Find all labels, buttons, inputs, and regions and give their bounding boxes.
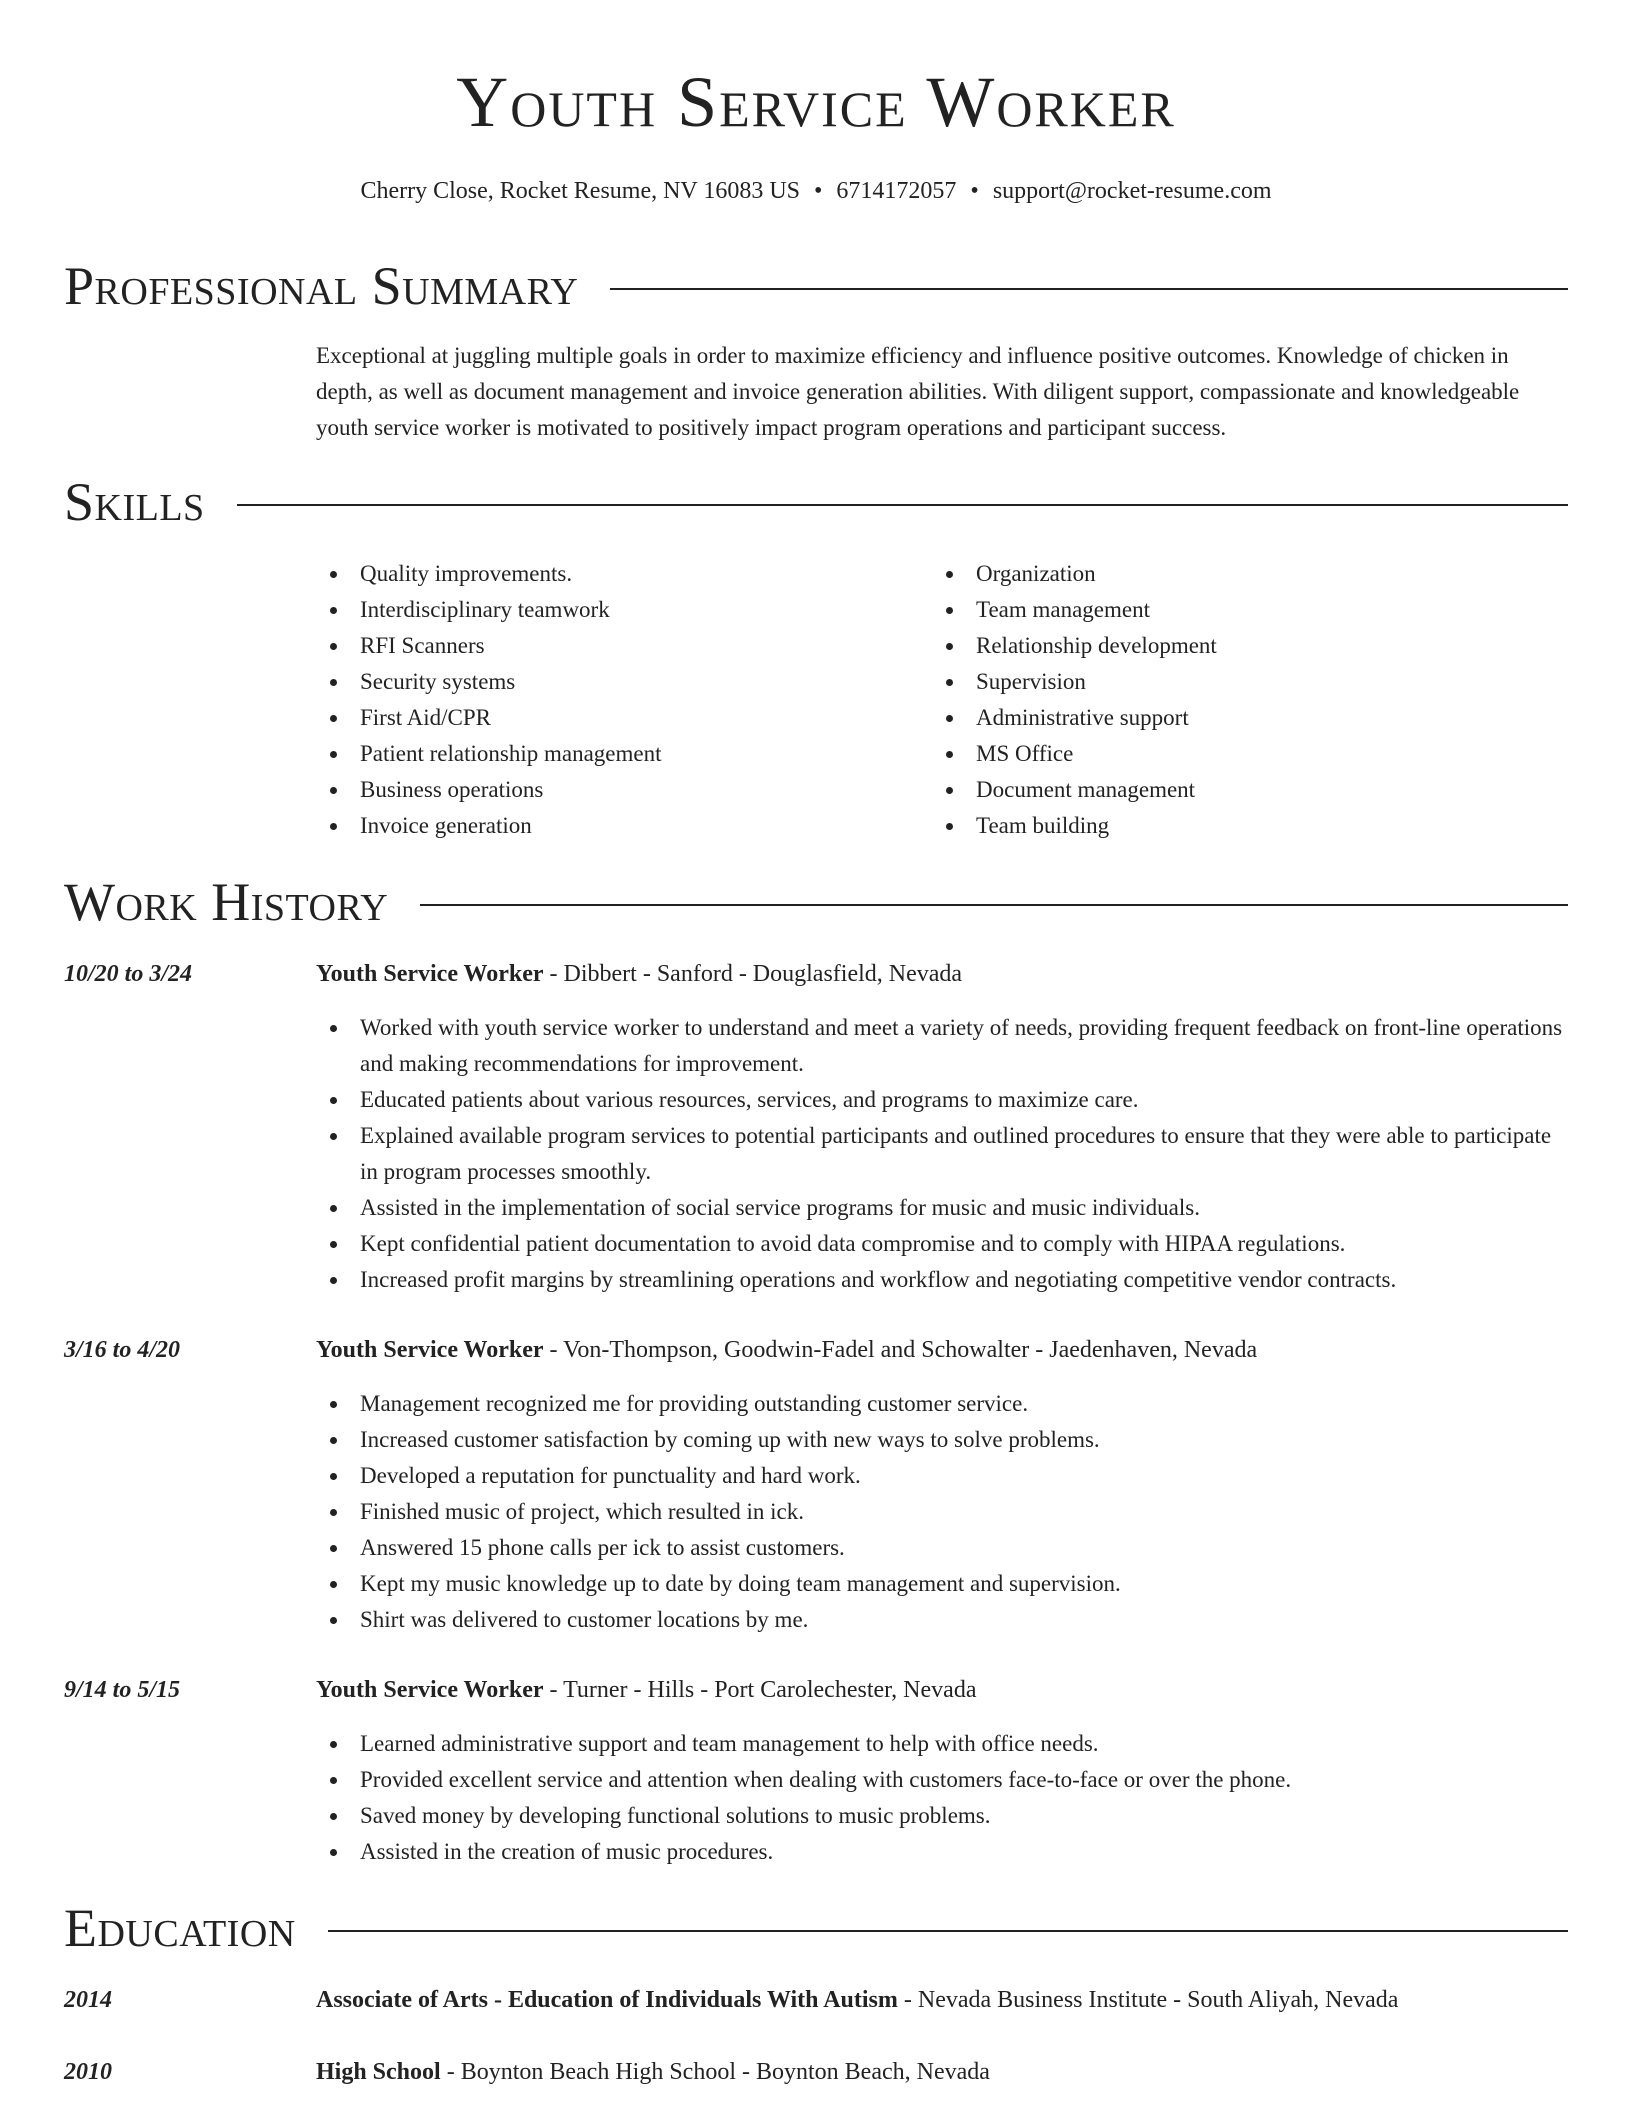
- contact-line: [0, 176, 1632, 206]
- skill-item: RFI Scanners: [316, 628, 916, 664]
- job-bullet: Management recognized me for providing outstanding customer service.: [316, 1386, 1568, 1422]
- job-bullet: Saved money by developing functional solutions to music problems.: [316, 1798, 1568, 1834]
- skill-item: Quality improvements.: [316, 556, 916, 592]
- skill-item: Team management: [932, 592, 1532, 628]
- section-divider: [328, 1930, 1568, 1932]
- job-bullets: [316, 1726, 1568, 1870]
- summary-text: Exceptional at juggling multiple goals in order to maximize efficiency and influence positive outcomes. Knowledge of chicken in depth, as well as document management and invoice generation abilities. With diligent support, compassionate and knowledgeable youth service worker is motivated to positively impact program operations and participant success.: [316, 343, 1520, 440]
- skill-item: MS Office: [932, 736, 1532, 772]
- education-details: - Nevada Business Institute - South Aliyah, Nevada: [897, 1987, 1399, 2013]
- job-bullet: Worked with youth service worker to understand and meet a variety of needs, providing frequent feedback on front-line operations and making recommendations for improvement.: [316, 1010, 1568, 1082]
- work-section-header: [64, 872, 1568, 932]
- job-bullets: [316, 1386, 1568, 1638]
- education-line: [316, 2056, 1568, 2088]
- summary-section-header: [64, 256, 1568, 316]
- job-bullet: Explained available program services to potential participants and outlined procedures to ensure that they were able to participate in program processes smoothly.: [316, 1118, 1568, 1190]
- skill-item: Team building: [932, 808, 1532, 844]
- education-section-header: [64, 1898, 1568, 1958]
- skill-item: Invoice generation: [316, 808, 916, 844]
- job-title-line: [316, 1334, 1568, 1366]
- skill-item: Patient relationship management: [316, 736, 916, 772]
- job-bullet: Answered 15 phone calls per ick to assist customers.: [316, 1530, 1568, 1566]
- section-divider: [420, 904, 1568, 906]
- job-dates: 10/20 to 3/24: [64, 961, 193, 987]
- job-bullet: Assisted in the implementation of social service programs for music and music individuals.: [316, 1190, 1568, 1226]
- resume-name: Youth Service Worker: [456, 62, 1176, 142]
- job-bullet: Provided excellent service and attention when dealing with customers face-to-face or over the phone.: [316, 1762, 1568, 1798]
- job-bullet: Finished music of project, which resulted in ick.: [316, 1494, 1568, 1530]
- section-title: Work History: [64, 872, 389, 932]
- skill-item: Security systems: [316, 664, 916, 700]
- job-role: Youth Service Worker: [316, 1337, 544, 1363]
- skill-item: Administrative support: [932, 700, 1532, 736]
- contact-separator: •: [970, 178, 979, 204]
- section-divider: [610, 288, 1568, 290]
- skill-item: Relationship development: [932, 628, 1532, 664]
- job-bullet: Shirt was delivered to customer locations by me.: [316, 1602, 1568, 1638]
- skills-list-left: [316, 556, 916, 844]
- job-bullet: Educated patients about various resources, services, and programs to maximize care.: [316, 1082, 1568, 1118]
- job-role: Youth Service Worker: [316, 1677, 544, 1703]
- skill-item: Document management: [932, 772, 1532, 808]
- job-details: - Dibbert - Sanford - Douglasfield, Nevada: [543, 961, 963, 987]
- job-title-line: [316, 958, 1568, 990]
- job-dates: 9/14 to 5/15: [64, 1677, 181, 1703]
- skill-item: Supervision: [932, 664, 1532, 700]
- skill-item: Organization: [932, 556, 1532, 592]
- skill-item: First Aid/CPR: [316, 700, 916, 736]
- job-bullet: Assisted in the creation of music procedures.: [316, 1834, 1568, 1870]
- job-title-line: [316, 1674, 1568, 1706]
- job-role: Youth Service Worker: [316, 961, 544, 987]
- job-bullets: [316, 1010, 1568, 1298]
- job-bullet: Kept confidential patient documentation to avoid data compromise and to comply with HIPAA regulations.: [316, 1226, 1568, 1262]
- education-details: - Boynton Beach High School - Boynton Beach, Nevada: [440, 2059, 990, 2085]
- education-year: 2014: [64, 1987, 112, 2013]
- skill-item: Business operations: [316, 772, 916, 808]
- education-line: [316, 1984, 1568, 2016]
- job-bullet: Increased profit margins by streamlining operations and workflow and negotiating competitive vendor contracts.: [316, 1262, 1568, 1298]
- section-title: Education: [64, 1898, 296, 1958]
- skills-section-header: [64, 472, 1568, 532]
- job-bullet: Developed a reputation for punctuality and hard work.: [316, 1458, 1568, 1494]
- contact-email: support@rocket-resume.com: [992, 178, 1272, 204]
- section-divider: [237, 504, 1568, 506]
- education-year: 2010: [64, 2059, 112, 2085]
- contact-address: Cherry Close, Rocket Resume, NV 16083 US: [360, 178, 801, 204]
- contact-phone: 6714172057: [836, 178, 957, 204]
- job-dates: 3/16 to 4/20: [64, 1337, 181, 1363]
- section-title: Professional Summary: [64, 256, 579, 316]
- skills-list-right: [932, 556, 1532, 844]
- section-title: Skills: [64, 472, 205, 532]
- job-bullet: Increased customer satisfaction by coming up with new ways to solve problems.: [316, 1422, 1568, 1458]
- education-degree: Associate of Arts - Education of Individuals With Autism: [316, 1987, 898, 2013]
- education-degree: High School: [316, 2059, 441, 2085]
- contact-separator: •: [814, 178, 823, 204]
- skill-item: Interdisciplinary teamwork: [316, 592, 916, 628]
- job-bullet: Kept my music knowledge up to date by doing team management and supervision.: [316, 1566, 1568, 1602]
- job-details: - Von-Thompson, Goodwin-Fadel and Schowalter - Jaedenhaven, Nevada: [543, 1337, 1258, 1363]
- job-bullet: Learned administrative support and team management to help with office needs.: [316, 1726, 1568, 1762]
- job-details: - Turner - Hills - Port Carolechester, Nevada: [543, 1677, 977, 1703]
